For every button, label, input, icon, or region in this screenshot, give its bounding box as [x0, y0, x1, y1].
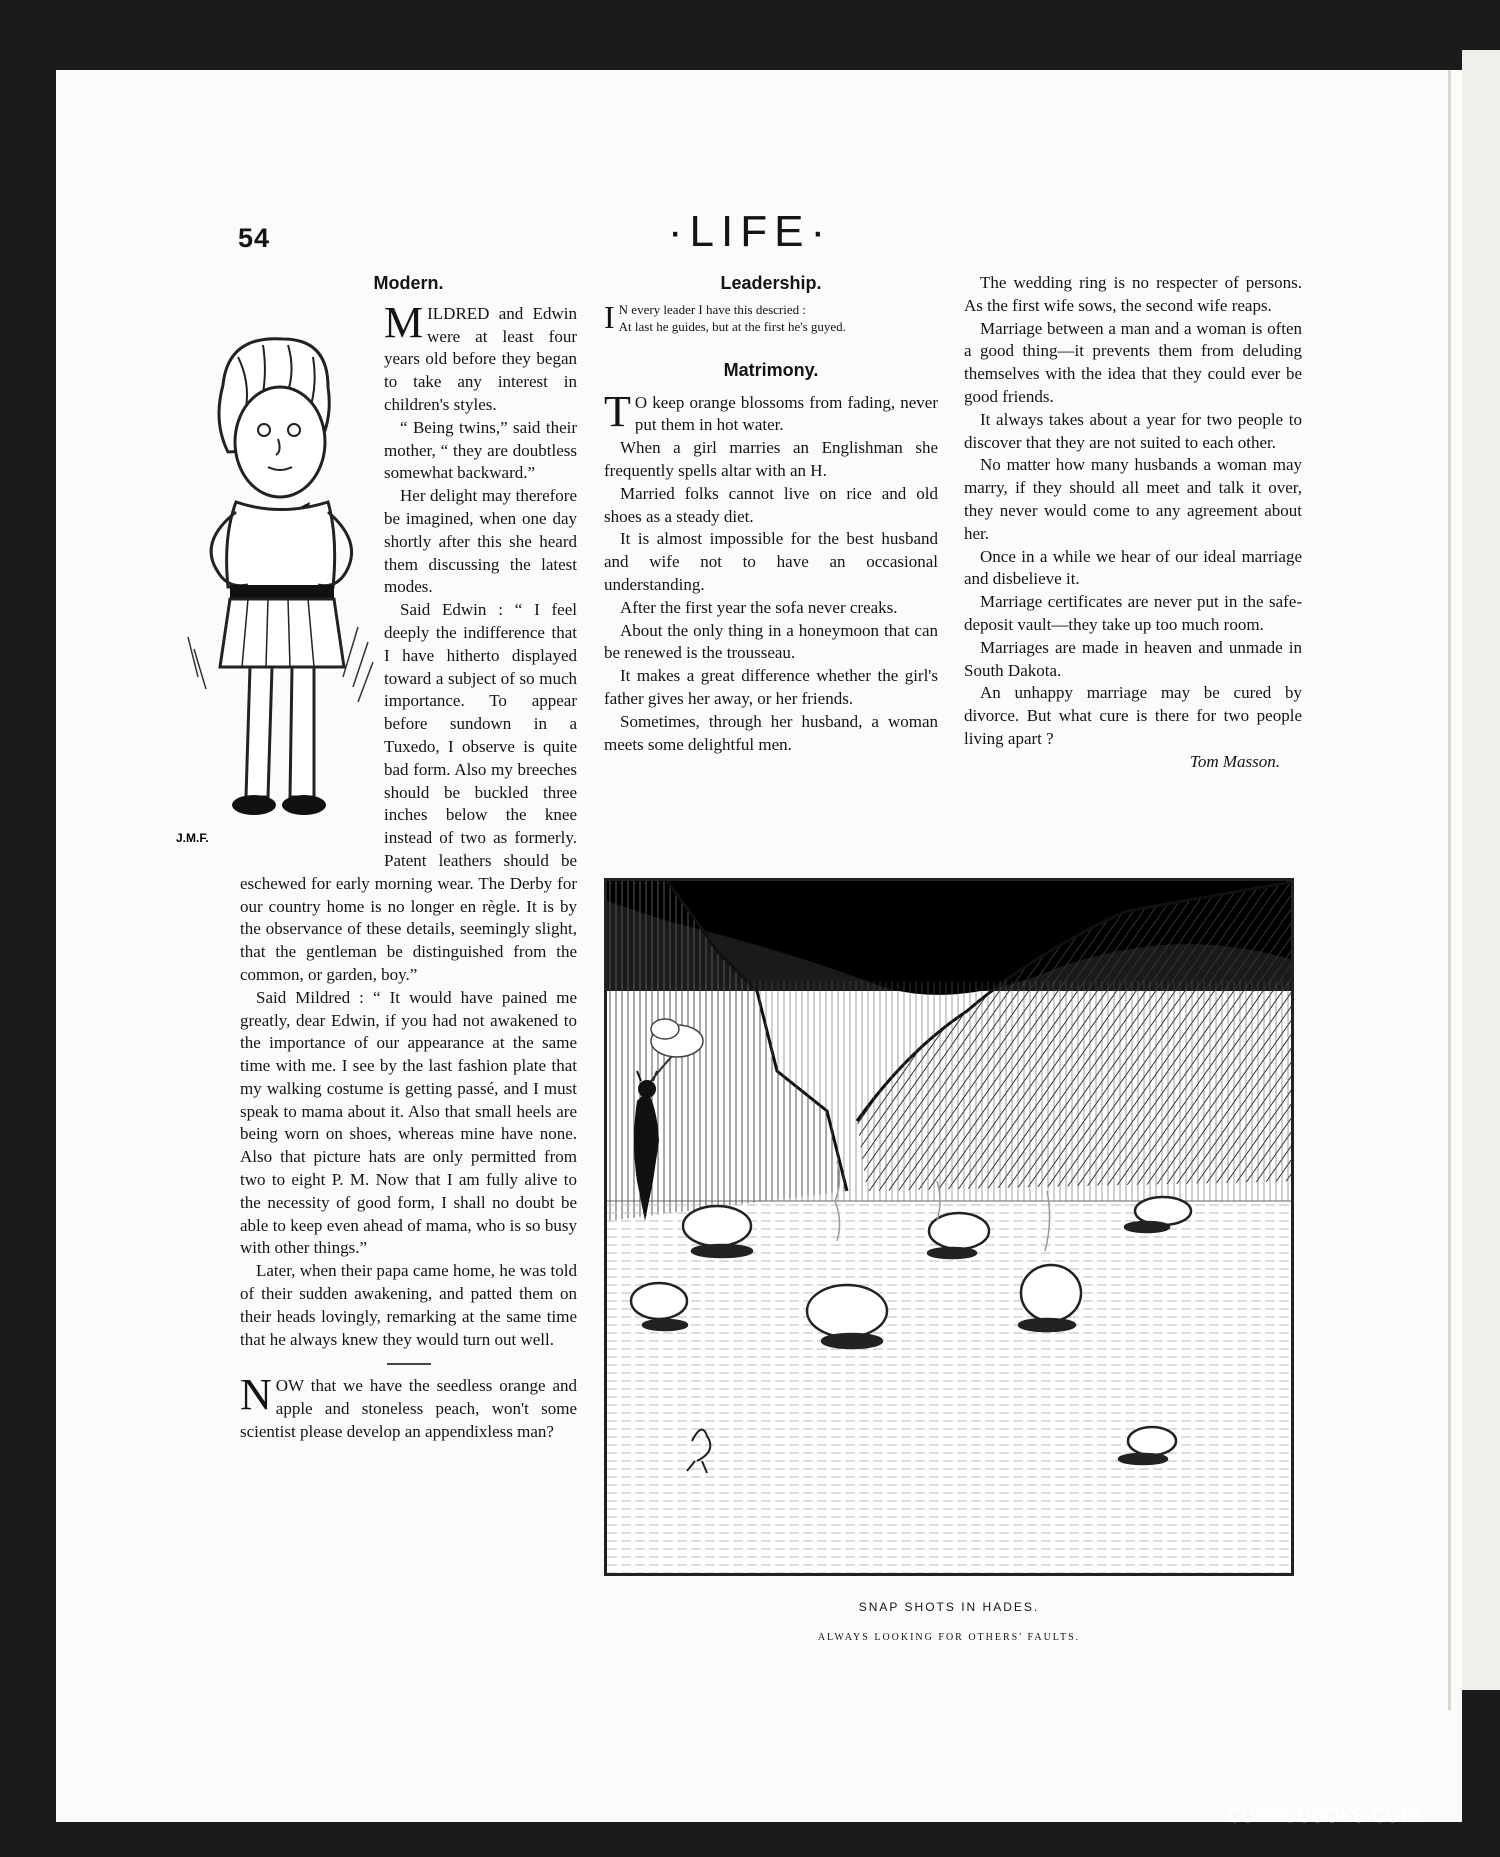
matrimony-cont-6: Marriages are made in heaven and unmade in South Dakota.: [964, 637, 1302, 680]
page-edge-line: [1448, 70, 1451, 1710]
modern-paragraph-2: “ Being twins,” said their mother, “ they are doubtless somewhat backward.”: [384, 417, 577, 483]
modern-paragraph-1: ILDRED and Edwin were at least four years old before they began to take any interest in children's styles.: [384, 303, 577, 414]
site-watermark: comicbooks.com: [1228, 1798, 1422, 1828]
column-middle: [604, 272, 938, 756]
boy-illustration: [168, 327, 378, 867]
author-signature: Tom Masson.: [1189, 751, 1280, 771]
column-right: [964, 272, 1302, 774]
cartoon-illustration: [604, 878, 1294, 1576]
matrimony-cont-3: No matter how many husbands a woman may marry, if they should all meet and talk it over, they never would come to any agreement about her.: [964, 455, 1302, 543]
matrimony-dropcap: T: [604, 386, 631, 436]
matrimony-cont-0: The wedding ring is no respecter of persons. As the first wife sows, the second wife reaps.: [964, 273, 1302, 315]
modern-dropcap: M: [384, 297, 424, 347]
matrimony-cont-1: Marriage between a man and a woman is often a good thing—it prevents them from deluding themselves with the idea that they could ever be good friends.: [964, 318, 1302, 406]
matrimony-cont-7: An unhappy marriage may be cured by divorce. But what cure is there for two people living apart ?: [964, 683, 1302, 748]
matrimony-line-0: O keep orange blossoms from fading, never put them in hot water.: [634, 392, 938, 435]
matrimony-line-3: It is almost impossible for the best husband and wife not to have an occasional understanding.: [604, 529, 938, 594]
modern-paragraph-6: Later, when their papa came home, he was told of their sudden awakening, and patted them on their heads lovingly, remarking at the same time that he always knew they would turn out well.: [240, 1261, 577, 1349]
leadership-line-2: At last he guides, but at the first he's guyed.: [618, 318, 846, 334]
matrimony-cont-5: Marriage certificates are never put in the safe-deposit vault—they take up too much room.: [964, 592, 1302, 634]
matrimony-line-6: It makes a great difference whether the girl's father gives her away, or her friends.: [604, 666, 938, 708]
leadership-dropcap: I: [604, 298, 615, 335]
modern-heading: Modern.: [373, 273, 444, 293]
matrimony-cont-4: Once in a while we hear of our ideal marriage and disbelieve it.: [964, 546, 1302, 589]
section-divider: [387, 1363, 431, 1365]
column-modern: [176, 272, 577, 1444]
cartoon-subtitle: ALWAYS LOOKING FOR OTHERS' FAULTS.: [817, 1632, 1081, 1643]
seedless-paragraph: OW that we have the seedless orange and apple and stoneless peach, won't some scientist please develop an appendixless man?: [240, 1376, 577, 1442]
matrimony-line-1: When a girl marries an Englishman she frequently spells altar with an H.: [604, 438, 938, 480]
page-number: 54: [238, 223, 271, 253]
hades-cartoon-drawing: [607, 881, 1294, 1576]
masthead-title: ·LIFE·: [667, 207, 833, 256]
leadership-line-1: N every leader I have this descried :: [618, 301, 806, 317]
next-page-edge: [1462, 50, 1500, 1690]
matrimony-line-7: Sometimes, through her husband, a woman meets some delightful men.: [604, 711, 938, 754]
leadership-verse: [604, 298, 938, 335]
modern-paragraph-4: Said Edwin : “ I feel deeply the indifference that I have hitherto displayed toward a subject of so much importance. To appear before sundown in a Tuxedo, I observe is quite bad form. Also my breeches should be buckled three inches below the knee instead of two as formerly. Patent leathers should be eschewed for early morning wear. The Derby for our country home is no longer en règle. It is by the observance of these details, seemingly slight, that the gentleman be distinguished from the common, or garden, boy.”: [240, 600, 577, 984]
matrimony-line-5: About the only thing in a honeymoon that can be renewed is the trousseau.: [604, 620, 938, 663]
leadership-heading: Leadership.: [720, 273, 822, 293]
matrimony-line-4: After the first year the sofa never creaks.: [620, 597, 898, 617]
seedless-dropcap: N: [240, 1370, 272, 1420]
matrimony-line-2: Married folks cannot live on rice and old shoes as a steady diet.: [604, 483, 938, 526]
artist-initials: J.M.F.: [176, 830, 209, 845]
modern-paragraph-5: Said Mildred : “ It would have pained me greatly, dear Edwin, if you had not awakened to the importance of our appearance at the same time with me. I see by the last fashion plate that my walking costume is getting passé, and I must speak to mama about it. Also that small heels are being worn on shoes, whereas mine have none. Also that picture hats are only permitted from two to eight P. M. Now that I am fully alive to the necessity of good form, I shall no doubt be able to keep even ahead of mama, who is so busy with other things.”: [240, 987, 577, 1258]
matrimony-heading: Matrimony.: [723, 359, 819, 380]
cartoon-title: SNAP SHOTS IN HADES.: [858, 1600, 1040, 1614]
modern-paragraph-3: Her delight may therefore be imagined, when one day shortly after this she heard them discussing the latest modes.: [384, 486, 577, 597]
matrimony-cont-2: It always takes about a year for two people to discover that they are not suited to each other.: [964, 409, 1302, 452]
